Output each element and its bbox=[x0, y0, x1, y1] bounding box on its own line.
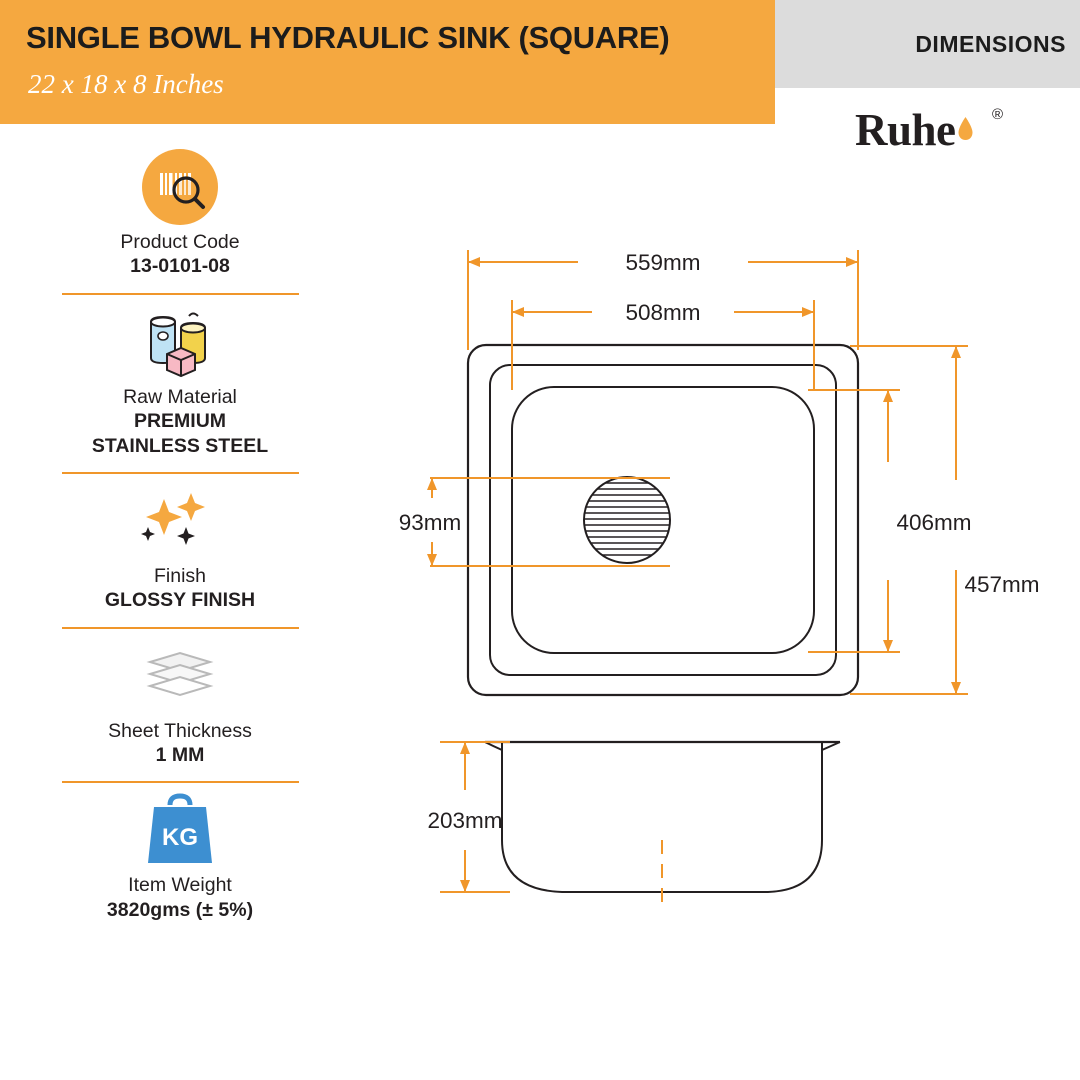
spec-label: Sheet Thickness bbox=[108, 719, 252, 742]
spec-raw-material bbox=[60, 305, 300, 458]
spec-icon-wrap bbox=[60, 639, 300, 713]
spec-value-line2: STAINLESS STEEL bbox=[91, 434, 269, 457]
divider bbox=[62, 293, 299, 295]
spec-finish bbox=[60, 484, 300, 613]
sheets-stack-icon bbox=[132, 648, 228, 704]
side-view bbox=[485, 742, 840, 910]
sparkle-icon bbox=[134, 491, 226, 551]
water-drop-icon bbox=[957, 116, 974, 141]
drain-grate-icon bbox=[583, 477, 671, 563]
divider bbox=[62, 627, 299, 629]
barcode-magnifier-icon bbox=[142, 149, 218, 225]
divider bbox=[62, 781, 299, 783]
divider bbox=[62, 472, 299, 474]
page-subtitle: 22 x 18 x 8 Inches bbox=[28, 69, 224, 99]
svg-text:KG: KG bbox=[162, 824, 198, 852]
weight-bag-icon bbox=[140, 791, 220, 869]
dim-outer-height: 457mm bbox=[964, 572, 1040, 597]
dim-outer-width: 559mm bbox=[625, 250, 701, 275]
spec-value-line1: PREMIUM bbox=[133, 410, 227, 433]
dim-drain-offset: 93mm bbox=[398, 510, 462, 535]
spec-sheet-thickness bbox=[60, 639, 300, 768]
dimensions-label: DIMENSIONS bbox=[915, 30, 1066, 57]
spec-label: Finish bbox=[153, 564, 207, 587]
spec-label: Raw Material bbox=[123, 385, 237, 408]
spec-value: 1 MM bbox=[155, 744, 205, 766]
header-orange-panel bbox=[0, 0, 775, 124]
dimensions-banner bbox=[775, 0, 1080, 88]
spec-icon-wrap bbox=[60, 150, 300, 224]
spec-icon-wrap bbox=[60, 484, 300, 558]
spec-item-weight bbox=[60, 793, 300, 922]
paint-cans-icon bbox=[137, 306, 223, 378]
spec-value: 13-0101-08 bbox=[130, 255, 230, 278]
dim-inner-width: 508mm bbox=[625, 300, 701, 325]
spec-sidebar bbox=[60, 150, 300, 1060]
spec-value: GLOSSY FINISH bbox=[104, 589, 256, 612]
top-view bbox=[468, 345, 858, 695]
spec-label: Item Weight bbox=[128, 874, 232, 897]
spec-value: 3820gms (± 5%) bbox=[106, 898, 254, 921]
registered-trademark-icon: ® bbox=[992, 106, 1004, 123]
page-title: SINGLE BOWL HYDRAULIC SINK (SQUARE) bbox=[26, 20, 670, 55]
spec-icon-wrap bbox=[60, 305, 300, 379]
brand-name: Ruhe bbox=[855, 105, 956, 155]
dim-depth: 203mm bbox=[427, 808, 503, 833]
dim-inner-height: 406mm bbox=[896, 510, 972, 535]
spec-product-code bbox=[60, 150, 300, 279]
spec-label: Product Code bbox=[120, 231, 240, 253]
technical-drawing bbox=[330, 150, 1080, 1080]
spec-icon-wrap bbox=[60, 793, 300, 867]
